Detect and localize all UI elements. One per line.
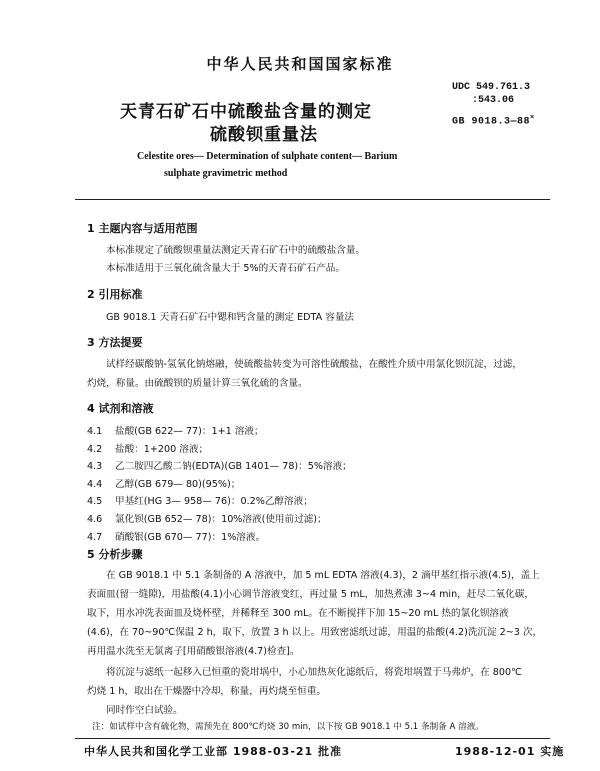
reagent-item: [87, 423, 352, 441]
reagent-text: 甲基红(HG 3— 958— 76)：0.2%乙醇溶液；: [115, 496, 313, 508]
reagent-item: [87, 511, 352, 529]
reagent-text: 盐酸：1+200 溶液；: [115, 443, 209, 455]
section-1-paragraph-1: 本标准规定了硫酸钡重量法测定天青石矿石中的硫酸盐含量。: [106, 245, 366, 256]
english-title-line2: sulphate gravimetric method: [164, 168, 288, 179]
procedure-line: 再用温水洗至无氯离子[用硝酸银溶液(4.7)检查]。: [87, 646, 300, 657]
reagent-item: [87, 441, 352, 459]
reagent-number: 4.6: [87, 513, 103, 525]
reagent-item: [87, 493, 352, 511]
reagent-text: 乙二胺四乙酸二钠(EDTA)(GB 1401— 78)：5%溶液；: [115, 461, 352, 473]
reagent-text: 盐酸(GB 622— 77)：1+1 溶液；: [115, 426, 264, 437]
procedure-note: 注：如试样中含有硫化物，需预先在 800℃灼烧 30 min，以下按 GB 9018.1 中 5.1 条制备 A 溶液。: [92, 722, 484, 732]
section-2-reference: GB 9018.1 天青石矿石中锶和钙含量的测定 EDTA 容量法: [106, 312, 355, 323]
procedure-line: 表面皿(留一缝隙)，用盐酸(4.1)小心调节溶液变红，再过量 5 mL，加热煮沸 3~4 min，赶尽二氧化碳，: [87, 589, 534, 600]
gb-number-mark: ×: [530, 114, 535, 122]
section-3-paragraph-2: 灼烧，称量。由硫酸钡的质量计算三氧化硫的含量。: [87, 378, 308, 389]
procedure-line: 在 GB 9018.1 中 5.1 条制备的 A 溶液中，加 5 mL EDTA 溶液(4.3)，2 滴甲基红指示液(4.5)，盖上: [106, 570, 540, 581]
reagent-number: 4.2: [87, 443, 103, 455]
blank-test-line: 同时作空白试验。: [106, 705, 183, 716]
reagent-number: 4.3: [87, 461, 103, 473]
gb-number-text: GB 9018.3—88: [452, 116, 531, 128]
approval-info: 中华人民共和国化学工业部 1988-03-21 批准: [84, 745, 343, 758]
reagent-item: [87, 458, 352, 476]
procedure-line: 取下，用水冲洗表面皿及烧杯壁，并稀释至 300 mL。在不断搅拌下加 15~20 mL 热的氯化钡溶液: [87, 608, 509, 619]
reagent-text: 乙醇(GB 679— 80)(95%)；: [115, 478, 241, 490]
section-1-paragraph-2: 本标准适用于三氧化硫含量大于 5%的天青石矿石产品。: [106, 263, 345, 274]
reagent-list: [87, 423, 352, 546]
reagent-text: 氯化钡(GB 652— 78)：10%溶液(使用前过滤)；: [115, 513, 327, 525]
header-divider: [75, 199, 550, 200]
reagent-text: 硝酸银(GB 670— 77)：1%溶液。: [115, 531, 266, 543]
reagent-item: [87, 529, 352, 547]
section-2-heading: 2 引用标准: [87, 288, 143, 301]
english-title-line1: Celestite ores— Determination of sulphate content— Barium: [137, 151, 398, 162]
reagent-number: 4.1: [87, 426, 103, 437]
implementation-date: 1988-12-01 实施: [455, 745, 565, 758]
section-1-heading: 1 主题内容与适用范围: [87, 222, 198, 235]
section-3-heading: 3 方法提要: [87, 336, 143, 349]
document-subtitle: 硫酸钡重量法: [210, 125, 318, 145]
section-3-paragraph-1: 试样经碳酸钠-氢氧化钠熔融，使硫酸盐转变为可溶性硫酸盐，在酸性介质中用氯化钡沉淀，过滤，: [106, 359, 522, 370]
reagent-item: [87, 476, 352, 494]
standard-name: 中华人民共和国国家标准: [206, 55, 394, 73]
reagent-number: 4.5: [87, 496, 103, 508]
procedure-line: 灼烧 1 h，取出在干燥器中冷却，称量，再灼烧至恒重。: [87, 686, 326, 697]
section-4-heading: 4 试剂和溶液: [87, 402, 154, 415]
section-5-heading: 5 分析步骤: [87, 548, 143, 561]
procedure-line: (4.6)，在 70~90℃保温 2 h，取下，放置 3 h 以上。用致密滤纸过滤，用温的盐酸(4.2)洗沉淀 2~3 次，: [87, 627, 543, 638]
footer-divider: [75, 738, 550, 739]
reagent-number: 4.4: [87, 478, 103, 490]
document-title: 天青石矿石中硫酸盐含量的测定: [120, 102, 372, 122]
gb-number: [452, 114, 535, 127]
udc-code-continued: :543.06: [472, 95, 515, 106]
udc-code: UDC 549.761.3: [452, 82, 531, 93]
reagent-number: 4.7: [87, 531, 103, 543]
procedure-line: 将沉淀与滤纸一起移入已恒重的瓷坩埚中，小心加热灰化滤纸后，将瓷坩埚置于马弗炉，在 800℃: [106, 667, 522, 678]
